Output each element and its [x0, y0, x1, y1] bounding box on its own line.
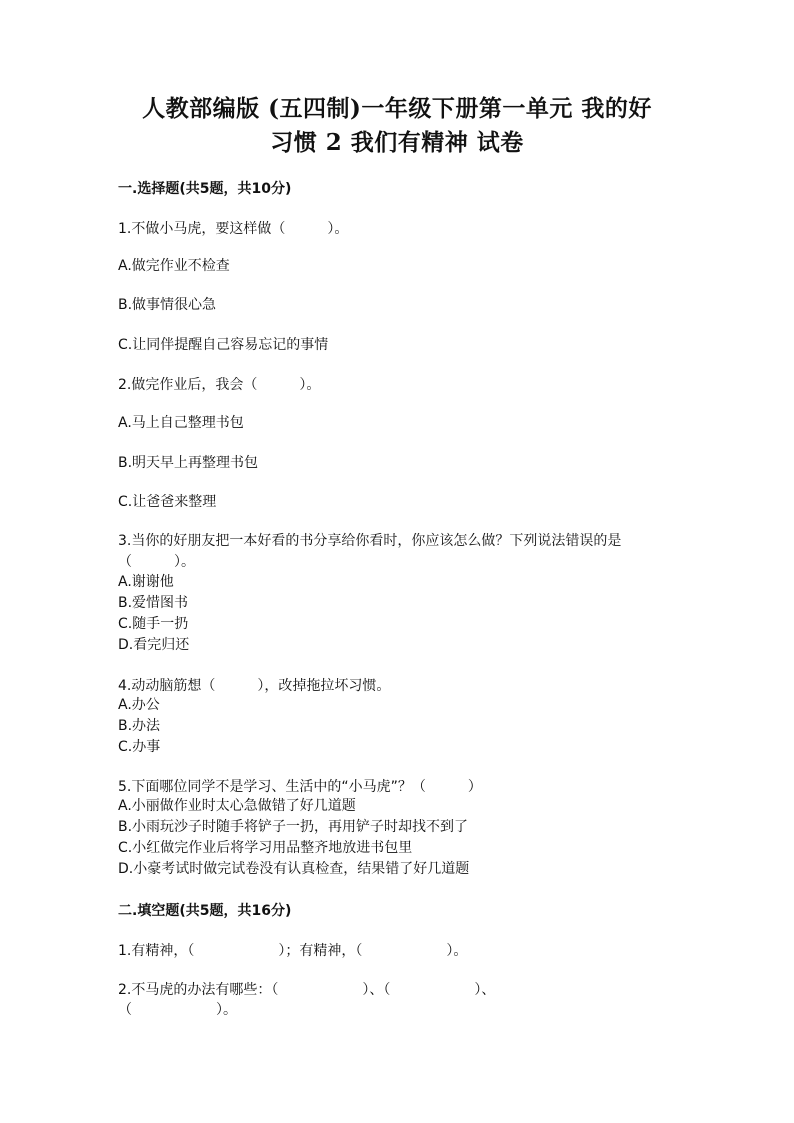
question-5-option-d: D.小豪考试时做完试卷没有认真检查，结果错了好几道题 [118, 861, 470, 877]
question-2-stem: 2.做完作业后，我会（ ）。 [118, 377, 321, 393]
question-1-option-b: B.做事情很心急 [118, 297, 217, 313]
question-1-stem: 1.不做小马虎，要这样做（ ）。 [118, 221, 349, 237]
fill-question-1: 1.有精神，（ ）；有精神，（ ）。 [118, 943, 468, 959]
question-3-stem: 3.当你的好朋友把一本好看的书分享给你看时，你应该怎么做？下列说法错误的是（ ）。 [118, 533, 622, 570]
question-5-option-c: C.小红做完作业后将学习用品整齐地放进书包里 [118, 840, 413, 856]
question-5-option-a: A.小丽做作业时太心急做错了好几道题 [118, 798, 356, 814]
question-4-option-a: A.办公 [118, 697, 160, 713]
question-5-stem: 5.下面哪位同学不是学习、生活中的“小马虎”？（ ） [118, 779, 482, 795]
question-3-option-b: B.爱惜图书 [118, 595, 189, 611]
question-3-option-c: C.随手一扔 [118, 616, 189, 632]
section-heading-choice: 一.选择题(共5题，共10分) [118, 181, 292, 197]
question-2-option-c: C.让爸爸来整理 [118, 494, 217, 510]
fill-question-2-line-2: （ ）。 [118, 1002, 237, 1018]
question-3-option-d: D.看完归还 [118, 637, 190, 653]
question-2-option-b: B.明天早上再整理书包 [118, 455, 259, 471]
question-4-option-b: B.办法 [118, 718, 161, 734]
fill-question-2-line-1: 2.不马虎的办法有哪些：（ ）、（ ）、 [118, 982, 496, 998]
question-4-stem: 4.动动脑筋想（ ），改掉拖拉坏习惯。 [118, 678, 391, 694]
question-5-option-b: B.小雨玩沙子时随手将铲子一扔，再用铲子时却找不到了 [118, 819, 469, 835]
question-3-option-a: A.谢谢他 [118, 574, 174, 590]
page-title [100, 92, 694, 160]
section-heading-fill: 二.填空题(共5题，共16分) [118, 903, 292, 919]
question-2-option-a: A.马上自己整理书包 [118, 415, 244, 431]
question-1-option-a: A.做完作业不检查 [118, 258, 230, 274]
title-line-2: 习惯 2 我们有精神 试卷 [270, 129, 524, 156]
question-1-option-c: C.让同伴提醒自己容易忘记的事情 [118, 337, 329, 353]
question-4-option-c: C.办事 [118, 739, 161, 755]
title-line-1: 人教部编版 (五四制)一年级下册第一单元 我的好 [142, 95, 652, 122]
